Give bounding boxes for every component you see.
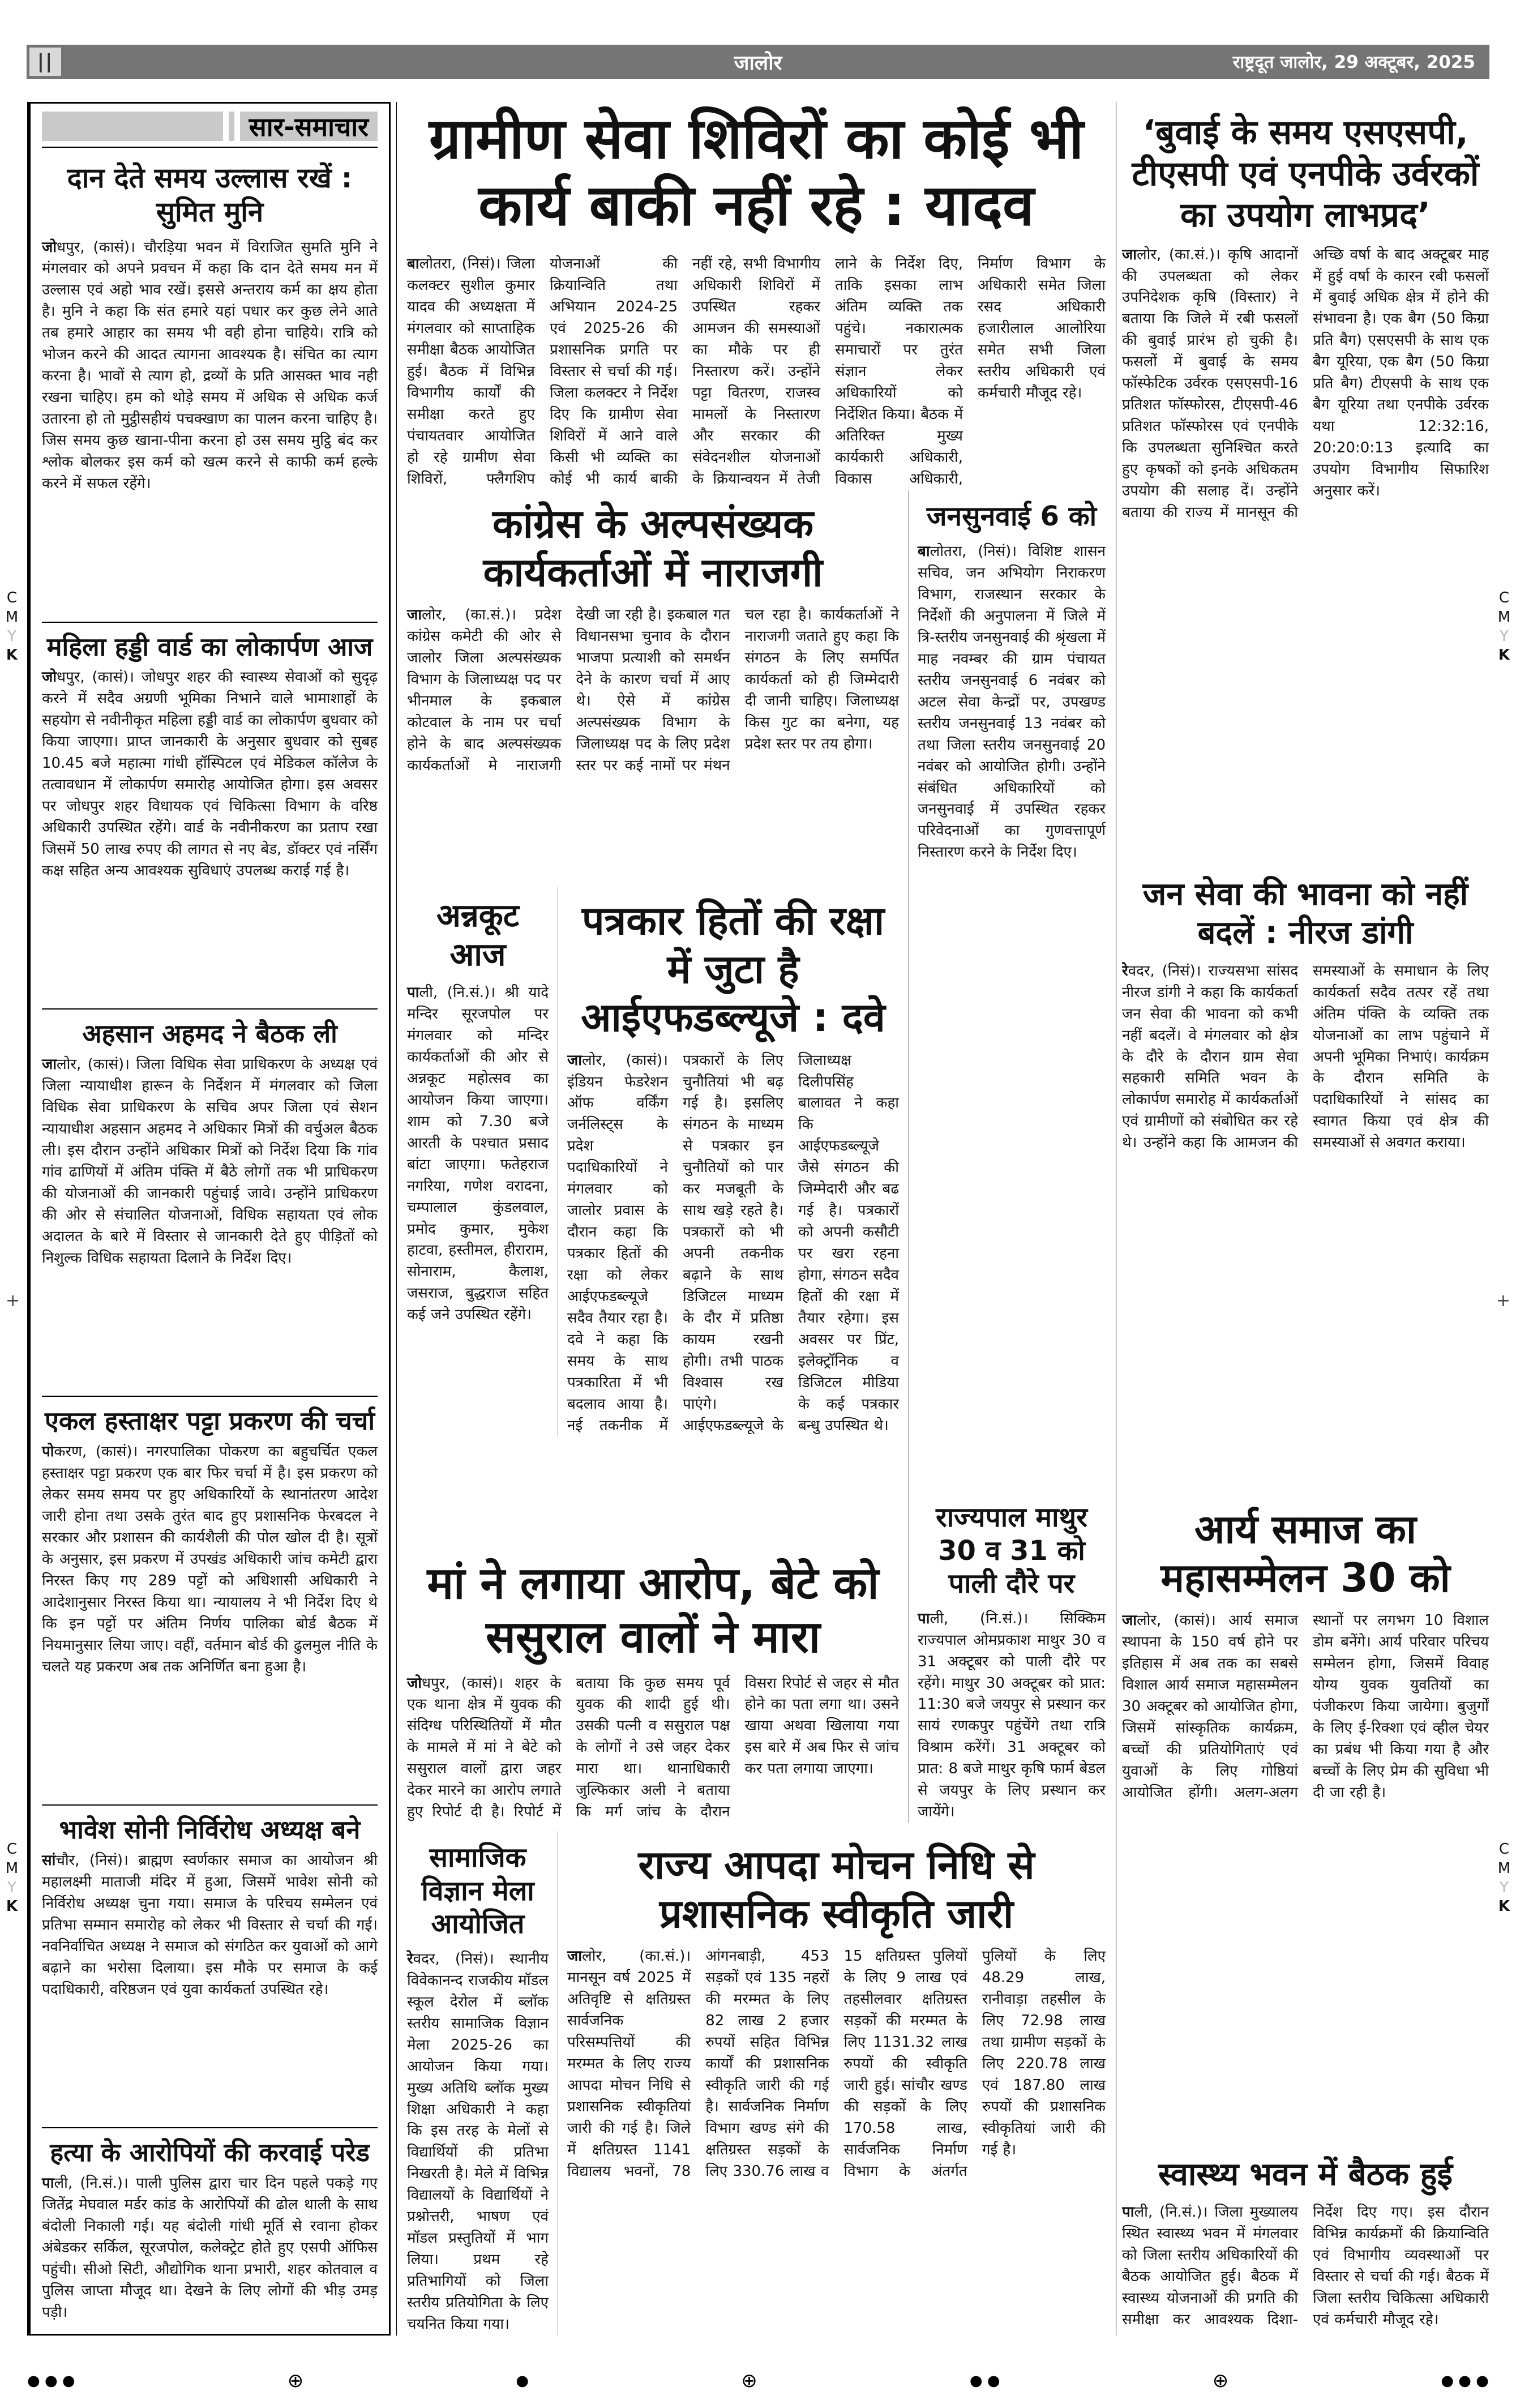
article-body: जोधपुर, (कासं)। जोधपुर शहर की स्वास्थ्य सेवाओं को सुदृढ़ करने में सदैव अग्रणी भूमिका निभाने वाले भामाशाहों के सहयोग से नवीनीकृत महिला हड्डी वार्ड का लोकार्पण बुधवार को किया जाएगा। प्राप्त जानकारी के अनुसार बुधवार को सुबह 10.45 बजे महात्मा गांधी हॉस्पिटल एवं मेडिकल कॉलेज के तत्वावधान में लोकार्पण समारोह आयोजित होगा। इस अवसर पर जोधपुर शहर विधायक एवं चिकित्सा विभाग के वरिष्ठ अधिकारी उपस्थित रहेंगे। वार्ड के नवीनीकरण का प्रताप रखा जिसमें 50 लाख रुपए की लागत से नए बेड, डॉक्टर एवं नर्सिंग कक्ष सहित अन्य आवश्यक सुविधाएं उपलब्ध कराई गई है।: [42, 669, 378, 879]
article-ahsan-baithak: [42, 1008, 378, 1269]
reg-c: C: [6, 589, 18, 606]
article-annakoot: [407, 887, 558, 1436]
article-headline: हत्या के आरोपियों की करवाई परेड: [50, 2137, 370, 2168]
center-section: [396, 102, 1116, 2336]
cmyk-registration-left-top: [5, 589, 19, 665]
article-body: जालोर, (का.सं.)। कृषि आदानों की उपलब्धता को लेकर उपनिदेशक कृषि (विस्तार) ने बताया कि जिले में रबी फसलों की बुवाई प्रारंभ हो चुकी है। फसलों में बुवाई के समय फॉस्फेटिक उर्वरक एसएसपी-16 प्रतिशत फॉस्फोरस, टीएसपी-46 प्रतिशत फॉस्फोरस एवं एनपीके कि उपलब्धता सुनिश्चित करते हुए कृषकों को इनके अधिकतम उपयोग की सलाह दें। उन्होंने बताया की राज्य में मानसून की अच्छि वर्षा के बाद अक्टूबर माह में हुई वर्षा के कारन रबी फसलों में बुवाई अधिक क्षेत्र में होने की संभावना है। एक बैग (50 किग्रा प्रति बैग) एसएसपी के साथ एक बैग यूरिया, एक बैग (50 किग्रा प्रति बैग) टीएसपी के साथ एक बैग यूरिया तथा एनपीके उर्वरक यथा 12:32:16, 20:20:0:13 इत्यादि का उपयोग विभागीय सिफारिश अनुसार करें।: [1122, 246, 1489, 521]
section-header-tick: [229, 112, 234, 141]
dot-marks: ● ●: [969, 2372, 1000, 2389]
reg-c: C: [6, 1841, 18, 1858]
article-rajyapal-mathur: [918, 1491, 1106, 1823]
article-headline: अहसान अहमद ने बैठक ली: [82, 1019, 337, 1049]
article-swasthya-bhavan: [1122, 2145, 1489, 2336]
news-briefs-box: [27, 102, 391, 2336]
reg-m: M: [5, 1859, 19, 1877]
print-marks-row: [27, 2369, 1489, 2392]
article-headline: स्वास्थ्य भवन में बैठक हुई: [1158, 2155, 1453, 2193]
dot-marks: ● ● ●: [1441, 2372, 1489, 2389]
reg-m: M: [1497, 608, 1511, 626]
section-header-label: सार-समाचार: [240, 112, 378, 141]
article-daan: [42, 147, 378, 495]
crosshair-mark: ⊕: [287, 2369, 304, 2392]
article-headline: ‘बुवाई के समय एसएसपी, टीएसपी एवं एनपीके उर्वरकों का उपयोग लाभप्रद’: [1132, 113, 1479, 236]
article-headline: मां ने लगाया आरोप, बेटे को ससुराल वालों ने मारा: [427, 1558, 879, 1663]
article-headline: जन सेवा की भावना को नहीं बदलें : नीरज डांगी: [1142, 876, 1468, 952]
article-gramin-seva: [407, 102, 1106, 490]
cmyk-registration-left-bottom: [5, 1840, 19, 1917]
reg-m: M: [5, 608, 19, 626]
article-mahila-ward: [42, 622, 378, 882]
reg-y: Y: [7, 627, 16, 645]
article-body: पोकरण, (कासं)। नगरपालिका पोकरण का बहुचर्चित एकल हस्ताक्षर पट्टा प्रकरण एक बार फिर चर्चा में है। इस प्रकरण को लेकर समय समय पर हुए अधिकारियों के स्थानांतरण आदेश जारी होना तथा उसके तुरंत बाद हुए प्रशासनिक फेरबदल ने सरकार और प्रशासन की कार्यशैली की पोल खोल दी है। सूत्रों के अनुसार, इस प्रकरण में उपखंड अधिकारी जांच कमेटी द्वारा निरस्त किए गए 289 पट्टों को अधिशासी अधिकारी ने आदेशानुसार निरस्त किया था। न्यायालय ने भी निर्देश दिए थे कि इन पट्टों पर अंतिम निर्णय पालिका बोर्ड बैठक में नियमानुसार लिया जाए। वहीं, वर्तमान बोर्ड की ढुलमुल नीति के चलते यह प्रकरण अब तक अनिर्णित बना हुआ है।: [42, 1443, 378, 1675]
reg-k: K: [6, 1898, 18, 1915]
article-body: जालोर, (कासं)। इंडियन फेडरेशन ऑफ वर्किंग जर्नलिस्ट्स के प्रदेश पदाधिकारियों ने मंगलवार को जालोर प्रवास के दौरान कहा कि पत्रकार हितों की रक्षा को लेकर आईएफडब्ल्यूजे सदैव तैयार रहा है। दवे ने कहा कि समय के साथ पत्रकारिता में भी बदलाव आया है। नई तकनीक में पत्रकारों के लिए चुनौतियां भी बढ़ गई है। इसलिए संगठन के माध्यम से पत्रकार इन चुनौतियों को पार कर मजबूती के साथ खड़े रहते है। पत्रकारों को भी अपनी तकनीक बढ़ाने के साथ डिजिटल माध्यम के दौर में प्रतिष्ठा कायम रखनी होगी। तभी पाठक विश्वास रख पाएंगे। आईएफडब्ल्यूजे के जिलाध्यक्ष दिलीपसिंह बालावत ने कहा कि आईएफडब्ल्यूजे जैसे संगठन की जिम्मेदारी और बढ गई है। पत्रकारों को अपनी कसौटी पर खरा रहना होगा, संगठन सदैव हितों की रक्षा में तैयार रहेगा। इस अवसर पर प्रिंट, इलेक्ट्रॉनिक व डिजिटल मीडिया के कई पत्रकार बन्धु उपस्थित थे।: [567, 1051, 899, 1434]
masthead-edition-date: राष्ट्रदूत जालोर, 29 अक्टूबर, 2025: [1232, 52, 1475, 72]
cmyk-registration-right-top: [1497, 589, 1511, 665]
masthead-section-title: जालोर: [734, 51, 782, 75]
lead-headline: ग्रामीण सेवा शिविरों का कोई भी कार्य बाकी नहीं रहे : यादव: [429, 105, 1084, 238]
article-jansunwai: [918, 490, 1106, 863]
crosshair-mark: ⊕: [1212, 2369, 1229, 2392]
article-body: जोधपुर, (कासं)। शहर के एक थाना क्षेत्र में युवक की संदिग्ध परिस्थितियों में मौत के मामले में मां ने बेटे को ससुराल वालों द्वारा जहर देकर मारने का आरोप लगाते हुए रिपोर्ट दी है। रिपोर्ट में बताया कि कुछ समय पूर्व युवक की शादी हुई थी। उसकी पत्नी व ससुराल पक्ष के लोगों ने उसे जहर देकर मारा था। थानाधिकारी जुल्फिकार अली ने बताया कि मर्ग जांच के दौरान विसरा रिपोर्ट से जहर से मौत होने का पता लगा था। उसने खाया अथवा खिलाया गया इस बारे में अब फिर से जांच कर पता लगाया जाएगा।: [407, 1674, 899, 1821]
article-body: जालोर, (का.सं.)। प्रदेश कांग्रेस कमेटी की ओर से जालोर जिला अल्पसंख्यक विभाग के जिलाध्यक्ष पद पर भीनमाल के इकबाल कोटवाल के नाम पर चर्चा होने के बाद अल्पसंख्यक कार्यकर्ताओं मे नाराजगी देखी जा रही है। इकबाल गत विधानसभा चुनाव के दौरान भाजपा प्रत्याशी को समर्थन देने के कारण चर्चा में आए थे। ऐसे में कांग्रेस अल्पसंख्यक विभाग के जिलाध्यक्ष पद के लिए प्रदेश स्तर पर कई नामों पर मंथन चल रहा है। कार्यकर्ताओं ने नाराजगी जताते हुए कहा कि संगठन के लिए समर्पित कार्यकर्ता को ही जिम्मेदारी दी जानी चाहिए। जिलाध्यक्ष किस गुट का बनेगा, यह प्रदेश स्तर पर तय होगा।: [407, 606, 899, 774]
article-body: जालोर, (कासं)। आर्य समाज स्थापना के 150 वर्ष होने पर इतिहास में अब तक का सबसे विशाल आर्य समाज महासम्मेलन 30 अक्टूबर को आयोजित होगा, जिसमें सांस्कृतिक कार्यक्रम, बच्चों की प्रतियोगिताएं एवं युवाओं के लिए गोष्ठियां आयोजित होंगी। अलग-अलग स्थानों पर लगभग 10 विशाल डोम बनेंगे। आर्य परिवार परिचय सम्मेलन होगा, जिसमें विवाह योग्य युवक युवतियों का पंजीकरण किया जायेगा। बुजुर्गों के लिए ई-रिक्शा एवं व्हील चेयर का प्रबंध भी किया गया है और बच्चों के लिए प्रेम की सुविधा भी दी जा रही है।: [1122, 1612, 1489, 1801]
reg-k: K: [1498, 647, 1510, 664]
masthead-bar: [27, 45, 1489, 78]
article-ekal-patta: [42, 1396, 378, 1678]
article-ifwj: [558, 887, 899, 1436]
crop-plus-right: +: [1496, 1291, 1510, 1311]
article-congress: [407, 490, 899, 776]
article-headline: राज्य आपदा मोचन निधि से प्रशासनिक स्वीकृति जारी: [638, 1842, 1035, 1937]
section-header-bar: [42, 112, 223, 141]
article-body: बालोतरा, (निसं)। विशिष्ट शासन सचिव, जन अभियोग निराकरण विभाग, राजस्थान सरकार के निर्देशों की अनुपालना में जिले में त्रि-स्तरीय जनसुनवाई की श्रृंखला में माह नवम्बर की ग्राम पंचायत स्तरीय जनसुनवाई 6 नवंबर को अटल सेवा केन्द्रों पर, उपखण्ड स्तरीय जनसुनवाई 13 नवंबर को तथा जिला स्तरीय जनसुनवाई 20 नवंबर को आयोजित होगी। उन्होंने संबंधित अधिकारियों को जनसुनवाई में उपस्थित रहकर परिवेदनाओं का गुणवत्तापूर्ण निस्तारण करने के निर्देश दिए।: [918, 543, 1106, 861]
article-headline: दान देते समय उल्लास रखें : सुमित मुनि: [67, 162, 353, 228]
right-section: [1122, 102, 1489, 2336]
reg-y: Y: [1500, 627, 1509, 645]
crosshair-mark: ⊕: [741, 2369, 757, 2392]
article-body: पाली, (नि.सं.)। सिक्किम राज्यपाल ओमप्रकाश माथुर 30 व 31 अक्टूबर को पाली दौरे पर रहेंगे। माथुर 30 अक्टूबर को प्रात: 11:30 बजे जयपुर से प्रस्थान कर सायं रणकपुर पहुंचेंगे तथा रात्रि विश्राम करेंगें। 31 अक्टूबर को प्रात: 8 बजे माथुर कृषि फार्म बेडल से जयपुर के लिए प्रस्थान कर जायेंगे।: [918, 1610, 1106, 1821]
article-arya-samaj: [1122, 1495, 1489, 1808]
article-body: सांचौर, (निसं)। ब्राह्मण स्वर्णकार समाज का आयोजन श्री महालक्ष्मी माताजी मंदिर में हुआ, जिसमें भावेश सोनी को निर्विरोध अध्यक्ष चुना गया। समाज के परिचय सम्मेलन एवं प्रतिभा सम्मान समारोह को लेकर भी विस्तार से चर्चा की गई। नवनिर्वाचित अध्यक्ष ने समाज को संगठित कर युवाओं को आगे बढ़ाने का भरोसा दिलाया। इस मौके पर समाज के कई पदाधिकारी, वरिष्ठजन एवं युवा कार्यकर्ता उपस्थित रहे।: [42, 1852, 378, 1998]
page-fold-mark: ||: [29, 48, 61, 76]
reg-y: Y: [1500, 1879, 1509, 1896]
article-headline: राज्यपाल माथुर 30 व 31 को पाली दौरे पर: [936, 1502, 1087, 1600]
center-narrow-column: [908, 490, 1106, 1823]
article-headline: भावेश सोनी निर्विरोध अध्यक्ष बने: [59, 1815, 361, 1845]
article-maa-aarop: [407, 1547, 899, 1823]
article-headline: आर्य समाज का महासम्मेलन 30 को: [1160, 1506, 1450, 1601]
article-headline: कांग्रेस के अल्पसंख्यक कार्यकर्ताओं में नाराजगी: [483, 501, 823, 596]
dot-marks: ●: [516, 2372, 529, 2389]
article-bhavesh-soni: [42, 1804, 378, 2001]
article-niraj-dangi: [1122, 865, 1489, 1158]
article-samajik-vigyan: [407, 1831, 558, 2336]
reg-c: C: [1498, 589, 1510, 606]
article-body: जालोर, (का.सं.)। मानसून वर्ष 2025 में अतिवृष्टि से क्षतिग्रस्त सार्वजनिक परिसम्पत्तियों की मरम्मत के लिए राज्य आपदा मोचन निधि से प्रशासनिक स्वीकृतियां जारी की गई है। जिले में क्षतिग्रस्त 1141 विद्यालय भवनों, 78 आंगनबाड़ी, 453 सड़कों एवं 135 नहरों की मरम्मत के लिए 82 लाख 2 हजार रुपयों सहित विभिन्न कार्यों की प्रशासनिक स्वीकृति जारी की गई है। सार्वजनिक निर्माण विभाग खण्ड संगे की क्षतिग्रस्त सड़कों के लिए 330.76 लाख व 15 क्षतिग्रस्त पुलियों के लिए 9 लाख एवं तहसीलवार क्षतिग्रस्त सड़कों की मरम्मत के लिए 1131.32 लाख रुपयों की स्वीकृति जारी हुई। सांचौर खण्ड की सड़कों के लिए 170.58 लाख, सार्वजनिक निर्माण विभाग के अंतर्गत पुलियों के लिए 48.29 लाख, रानीवाड़ा तहसील के लिए 72.98 लाख तथा ग्रामीण सड़कों के लिए 220.78 लाख एवं 187.80 लाख रुपयों की प्रशासनिक स्वीकृतियां जारी की गई है।: [567, 1947, 1106, 2180]
dot-marks: ● ● ●: [27, 2372, 75, 2389]
reg-k: K: [1498, 1898, 1510, 1915]
article-urvarak: [1122, 102, 1489, 528]
section-header-row: [42, 112, 378, 141]
crop-plus-left: +: [6, 1291, 20, 1311]
article-body: रेवदर, (निसं)। स्थानीय विवेकानन्द राजकीय मॉडल स्कूल देरोल में ब्लॉक स्तरीय सामाजिक विज्ञान मेला 2025-26 का आयोजन किया गया। मुख्य अतिथि ब्लॉक मुख्य शिक्षा अधिकारी ने कहा कि इस तरह के मेलों से विद्यार्थियों की प्रतिभा निखरती है। मेले में विभिन्न विद्यालयों के विद्यार्थियों ने प्रश्नोत्तरी, भाषण एवं मॉडल प्रस्तुतियों में भाग लिया। प्रथम रहे प्रतिभागियों को जिला स्तरीय प्रतियोगिता के लिए चयनित किया गया।: [407, 1950, 549, 2333]
article-aapda-nidhi: [558, 1831, 1106, 2336]
article-headline: सामाजिक विज्ञान मेला आयोजित: [421, 1842, 534, 1940]
article-body: जोधपुर, (कासं)। चौरड़िया भवन में विराजित सुमति मुनि ने मंगलवार को अपने प्रवचन में कहा कि दान देते समय मन में उल्लास एवं अहो भाव रखें। इससे अन्तराय कर्म का क्षय होता है। मुनि ने कहा कि संत हमारे यहां पधार कर कुछ लेने आते तब हमारे आहार का समय भी वही होना चाहिये। रात्रि को भोजन करने की आदत त्यागना आवश्यक है। संचित का त्याग करना है। भावों से त्याग हो, द्रव्यों के प्रति आसक्त भाव नही रखना चाहिए। हम को थोड़े समय में अधिक से अधिक कर्ज उतारना हो तो मुट्ठीसहीयं पचक्खाण का पालन करना चाहिए है। जिस समय कुछ खाना-पीना करना हो उस समय मुट्ठि बंद कर श्लोक बोलकर इस कर्म को खत्म करने से काफी कर्म हल्के करने में सफल रहेंगे।: [42, 238, 378, 493]
article-hatya-parade: [42, 2127, 378, 2324]
article-headline: एकल हस्ताक्षर पट्टा प्रकरण की चर्चा: [44, 1406, 375, 1436]
cmyk-registration-right-bottom: [1497, 1840, 1511, 1917]
article-body: पाली, (नि.सं.)। जिला मुख्यालय स्थित स्वास्थ्य भवन में मंगलवार को जिला स्तरीय अधिकारियों की बैठक आयोजित हुई। बैठक में स्वास्थ्य योजनाओं की प्रगति की समीक्षा कर आवश्यक दिशा-निर्देश दिए गए। इस दौरान विभिन्न कार्यक्रमों की क्रियान्विति एवं विभागीय व्यवस्थाओं पर विस्तार से चर्चा की गई। बैठक में जिला स्तरीय चिकित्सा अधिकारी एवं कर्मचारी मौजूद रहे।: [1122, 2204, 1489, 2329]
article-headline: पत्रकार हितों की रक्षा में जुटा है आईएफडब्ल्यूजे : दवे: [581, 897, 885, 1041]
article-headline: अन्नकूट आज: [436, 897, 519, 973]
reg-c: C: [1498, 1841, 1510, 1858]
reg-y: Y: [7, 1879, 16, 1896]
reg-m: M: [1497, 1859, 1511, 1877]
article-headline: जनसुनवाई 6 को: [926, 501, 1097, 533]
article-body: जालोर, (कासं)। जिला विधिक सेवा प्राधिकरण के अध्यक्ष एवं जिला न्यायाधीश हारून के निर्देशन में मंगलवार को जिला विधिक सेवा प्राधिकरण के सचिव अपर जिला एवं सेशन न्यायाधीश अहसान अहमद ने अधिकार मित्रों की वर्चुअल बैठक ली। इस दौरान उन्होंने अधिकार मित्रों को निर्देश दिया कि गांव गांव ढाणियों में अंतिम पंक्ति में बैठे लोगों तक भी प्राधिकरण की योजनाओं की जानकारी पहुंचाई जावे। उन्होंने प्राधिकरण की ओर से संचालित योजनाओं, विधिक सहायता एवं लोक अदालत के बारे में विस्तार से जानकारी देते हुए पीड़ितों को निशुल्क विधिक सहायता दिलाने के निर्देश दिए।: [42, 1056, 378, 1267]
article-body: बालोतरा, (निसं)। जिला कलक्टर सुशील कुमार यादव की अध्यक्षता में मंगलवार को साप्ताहिक समीक्षा बैठक आयोजित हुई। बैठक में विभिन्न विभागीय कार्यों की समीक्षा करते हुए पंचायतवार आयोजित हो रहे ग्रामीण सेवा शिविरों, फ्लैगशिप योजनाओं की क्रियान्विति तथा अभियान 2024-25 एवं 2025-26 की प्रशासनिक प्रगति पर विस्तार से चर्चा की गई। जिला कलक्टर ने निर्देश दिए कि ग्रामीण सेवा शिविरों में आने वाले किसी भी व्यक्ति का कोई भी कार्य बाकी नहीं रहे, सभी विभागीय अधिकारी शिविरों में उपस्थित रहकर आमजन की समस्याओं का मौके पर ही निस्तारण करें। उन्होंने पट्टा वितरण, राजस्व मामलों के निस्तारण और सरकार की संवेदनशील योजनाओं के क्रियान्वयन में तेजी लाने के निर्देश दिए, ताकि इसका लाभ अंतिम व्यक्ति तक पहुंचे। नकारात्मक समाचारों पर तुरंत संज्ञान लेकर अधिकारियों को निर्देशित किया। बैठक में अतिरिक्त मुख्य कार्यकारी अधिकारी, विकास अधिकारी, निर्माण विभाग के अधिकारी समेत जिला रसद अधिकारी हजारीलाल आलोरिया समेत सभी जिला स्तरीय अधिकारी एवं कर्मचारी मौजूद रहे।: [407, 255, 1106, 487]
article-headline: महिला हड्डी वार्ड का लोकार्पण आज: [46, 631, 373, 662]
article-body: रेवदर, (निसं)। राज्यसभा सांसद नीरज डांगी ने कहा कि कार्यकर्ता जन सेवा की भावना को कभी नहीं बदलें। वे मंगलवार को क्षेत्र के दौरे के दौरान ग्राम सेवा सहकारी समिति भवन के लोकार्पण समारोह में कार्यकर्ताओं एवं ग्रामीणों को संबोधित कर रहे थे। उन्होंने कहा कि आमजन की समस्याओं के समाधान के लिए कार्यकर्ता सदैव तत्पर रहें तथा अंतिम पंक्ति के व्यक्ति तक योजनाओं का लाभ पहुंचाने में अपनी भूमिका निभाएं। कार्यक्रम के दौरान समिति के पदाधिकारियों ने सांसद का स्वागत किया एवं क्षेत्र की समस्याओं से अवगत कराया।: [1122, 962, 1489, 1152]
reg-k: K: [6, 647, 18, 664]
article-body: पाली, (नि.सं.)। पाली पुलिस द्वारा चार दिन पहले पकड़े गए जितेंद्र मेघवाल मर्डर कांड के आरोपियों की ढोल थाली के साथ बंदोली निकाली गई। यह बंदोली गांधी मूर्ति से रवाना होकर अंबेडकर सर्किल, सूरजपोल, कलेक्ट्रेट होते हुए एसपी ऑफिस पहुंची। सीओ सिटी, औद्योगिक थाना प्रभारी, शहर कोतवाल व पुलिस जाप्ता मौजूद था। देखने के लिए लोगों की भीड़ उमड़ पड़ी।: [42, 2175, 378, 2321]
article-body: पाली, (नि.सं.)। श्री यादे मन्दिर सूरजपोल पर मंगलवार को मन्दिर कार्यकर्ताओं की ओर से अन्नकूट महोत्सव का आयोजन किया जाएगा। शाम को 7.30 बजे आरती के पश्चात प्रसाद बांटा जाएगा। फतेहराज नगरिया, गणेश वरादना, चम्पालाल कुंडलवाल, प्रमोद कुमार, मुकेश हाटवा, हस्तीमल, हीराराम, सोनाराम, कैलाश, जसराज, बुद्धराज सहित कई जने उपस्थित रहेंगे।: [407, 984, 549, 1324]
